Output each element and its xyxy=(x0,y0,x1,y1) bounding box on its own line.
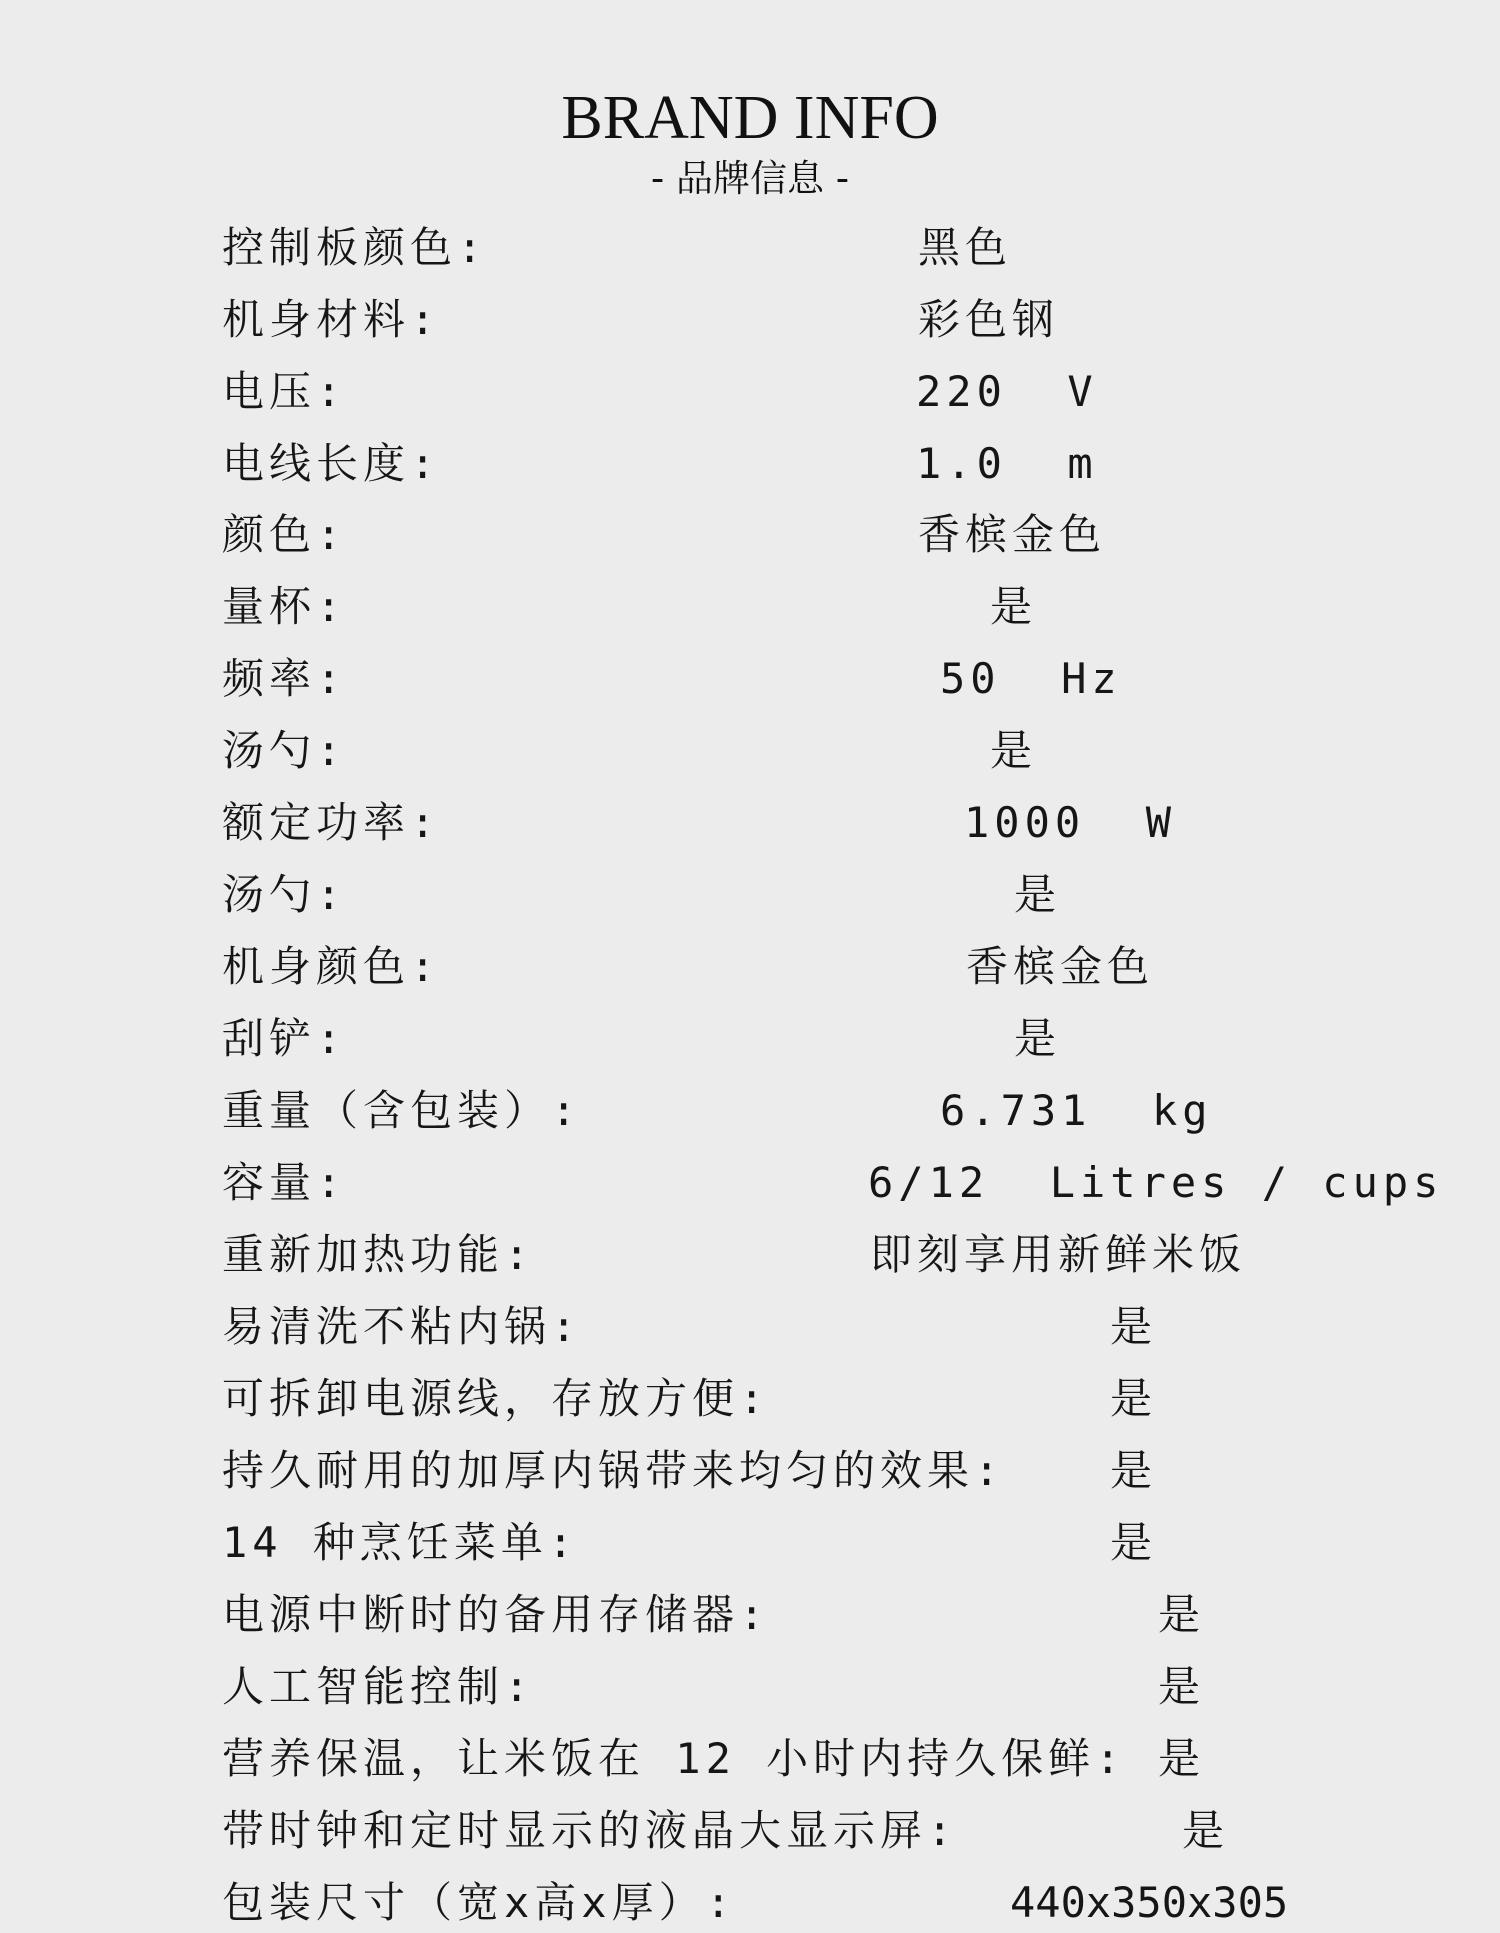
spec-label: 颜色: xyxy=(222,510,347,559)
spec-row xyxy=(0,1153,1500,1213)
spec-row xyxy=(0,1225,1500,1285)
spec-row xyxy=(0,1441,1500,1501)
spec-row xyxy=(0,1513,1500,1573)
spec-row xyxy=(0,1585,1500,1645)
spec-label: 量杯: xyxy=(222,582,347,631)
spec-row xyxy=(0,1297,1500,1357)
spec-value: 220 V xyxy=(916,367,1098,416)
spec-row xyxy=(0,218,1500,278)
spec-label: 汤勺: xyxy=(222,870,347,919)
spec-row xyxy=(0,577,1500,637)
spec-value: 是 xyxy=(1014,1014,1062,1063)
spec-row xyxy=(0,1657,1500,1717)
spec-value: 是 xyxy=(1110,1446,1158,1495)
spec-row xyxy=(0,649,1500,709)
spec-value: 是 xyxy=(1158,1590,1206,1639)
spec-row xyxy=(0,1729,1500,1789)
spec-row xyxy=(0,434,1500,494)
spec-row xyxy=(0,1873,1500,1933)
spec-label: 人工智能控制: xyxy=(222,1662,535,1711)
spec-label: 重量（含包装）: xyxy=(222,1086,582,1135)
spec-value: 是 xyxy=(1014,870,1062,919)
spec-label: 额定功率: xyxy=(222,798,441,847)
spec-row xyxy=(0,290,1500,350)
spec-value: 黑色 xyxy=(918,223,1013,272)
spec-row xyxy=(0,1801,1500,1861)
spec-label: 营养保温，让米饭在 12 小时内持久保鲜: xyxy=(222,1734,1126,1783)
spec-value: 是 xyxy=(990,582,1038,631)
spec-value: 是 xyxy=(1110,1374,1158,1423)
spec-value: 香槟金色 xyxy=(966,942,1155,991)
spec-value: 是 xyxy=(1110,1518,1158,1567)
spec-value: 是 xyxy=(1158,1662,1206,1711)
spec-value: 1000 W xyxy=(964,798,1177,847)
spec-row xyxy=(0,865,1500,925)
spec-value: 香槟金色 xyxy=(918,510,1107,559)
spec-row xyxy=(0,1369,1500,1429)
spec-value: 是 xyxy=(1158,1734,1206,1783)
spec-label: 机身颜色: xyxy=(222,942,441,991)
spec-row xyxy=(0,505,1500,565)
spec-label: 可拆卸电源线，存放方便: xyxy=(222,1374,770,1423)
spec-row xyxy=(0,1009,1500,1069)
spec-value: 1.0 m xyxy=(916,439,1098,488)
page-subtitle: - 品牌信息 - xyxy=(650,157,850,200)
spec-label: 带时钟和定时显示的液晶大显示屏: xyxy=(222,1806,958,1855)
spec-label: 电压: xyxy=(222,367,347,416)
spec-value: 是 xyxy=(1182,1806,1230,1855)
spec-value: 即刻享用新鲜米饭 xyxy=(870,1230,1247,1279)
spec-row xyxy=(0,362,1500,422)
spec-row xyxy=(0,721,1500,781)
spec-row xyxy=(0,1081,1500,1141)
spec-label: 14 种烹饪菜单: xyxy=(222,1518,579,1567)
spec-label: 机身材料: xyxy=(222,295,441,344)
spec-label: 汤勺: xyxy=(222,726,347,775)
spec-label: 频率: xyxy=(222,654,347,703)
spec-value: 6/12 Litres / cups xyxy=(868,1158,1444,1207)
spec-label: 刮铲: xyxy=(222,1014,347,1063)
spec-label: 电线长度: xyxy=(222,439,441,488)
spec-value: 50 Hz xyxy=(940,654,1122,703)
spec-label: 控制板颜色: xyxy=(222,223,488,272)
spec-label: 容量: xyxy=(222,1158,347,1207)
spec-label: 电源中断时的备用存储器: xyxy=(222,1590,770,1639)
spec-label: 易清洗不粘内锅: xyxy=(222,1302,582,1351)
spec-label: 包装尺寸（宽x高x厚）: xyxy=(222,1878,736,1927)
spec-label: 持久耐用的加厚内锅带来均匀的效果: xyxy=(222,1446,1005,1495)
spec-value: 是 xyxy=(990,726,1038,775)
spec-label: 重新加热功能: xyxy=(222,1230,535,1279)
spec-row xyxy=(0,937,1500,997)
spec-value: 6.731 kg xyxy=(940,1086,1213,1135)
spec-row xyxy=(0,793,1500,853)
spec-value: 是 xyxy=(1110,1302,1158,1351)
spec-value: 彩色钢 xyxy=(918,295,1060,344)
spec-value: 440x350x305 xyxy=(1010,1878,1289,1927)
page-title: BRAND INFO xyxy=(561,84,939,152)
